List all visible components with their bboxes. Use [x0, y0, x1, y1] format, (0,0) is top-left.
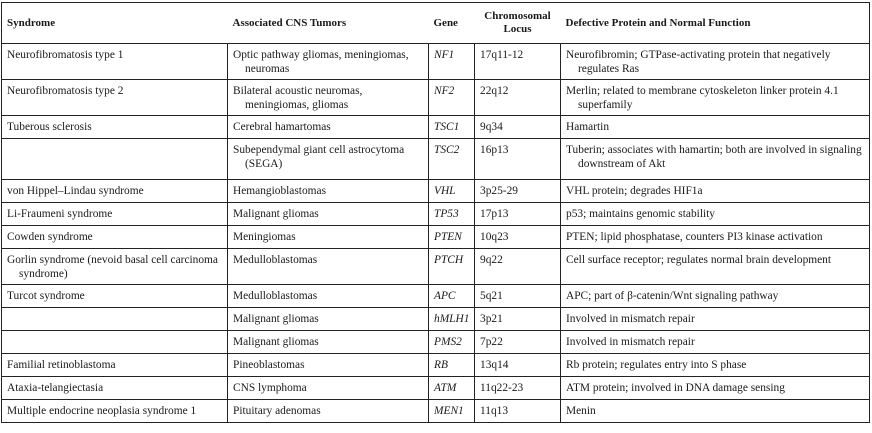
cell-tumors: Optic pathway gliomas, meningiomas, neuromas — [228, 44, 429, 80]
cell-locus: 9q22 — [475, 249, 561, 285]
cell-tumors: Medulloblastomas — [228, 285, 429, 308]
cell-protein: p53; maintains genomic stability — [561, 203, 870, 226]
cns-tumor-syndromes-table — [1, 2, 870, 423]
table-container — [1, 2, 869, 423]
cell-protein: APC; part of β-catenin/Wnt signaling pathway — [561, 285, 870, 308]
cell-protein: Hamartin — [561, 116, 870, 139]
cell-syndrome: Neurofibromatosis type 1 — [2, 44, 228, 80]
cell-tumors: Malignant gliomas — [228, 203, 429, 226]
cell-locus: 17q11-12 — [475, 44, 561, 80]
cell-tumors: Malignant gliomas — [228, 308, 429, 331]
table-row — [2, 249, 870, 285]
header-row — [2, 3, 870, 44]
cell-locus: 3p25-29 — [475, 180, 561, 203]
cell-protein: Involved in mismatch repair — [561, 308, 870, 331]
cell-syndrome — [2, 139, 228, 180]
cell-locus: 3p21 — [475, 308, 561, 331]
cell-gene: TSC1 — [429, 116, 475, 139]
cell-syndrome — [2, 308, 228, 331]
cell-locus: 11q13 — [475, 400, 561, 423]
cell-syndrome: Multiple endocrine neoplasia syndrome 1 — [2, 400, 228, 423]
cell-gene: PTCH — [429, 249, 475, 285]
table-row — [2, 80, 870, 116]
table-row — [2, 116, 870, 139]
header-syndrome: Syndrome — [2, 3, 228, 44]
table-row — [2, 308, 870, 331]
cell-gene: TSC2 — [429, 139, 475, 180]
cell-locus: 11q22-23 — [475, 377, 561, 400]
cell-tumors: Pituitary adenomas — [228, 400, 429, 423]
cell-tumors: Cerebral hamartomas — [228, 116, 429, 139]
cell-protein: VHL protein; degrades HIF1a — [561, 180, 870, 203]
cell-tumors: Subependymal giant cell astrocytoma (SEGA) — [228, 139, 429, 180]
cell-locus: 7p22 — [475, 331, 561, 354]
cell-tumors: Hemangioblastomas — [228, 180, 429, 203]
table-row — [2, 226, 870, 249]
cell-syndrome: Cowden syndrome — [2, 226, 228, 249]
cell-locus: 17p13 — [475, 203, 561, 226]
cell-syndrome: Tuberous sclerosis — [2, 116, 228, 139]
cell-locus: 10q23 — [475, 226, 561, 249]
cell-protein: Merlin; related to membrane cytoskeleton linker protein 4.1 superfamily — [561, 80, 870, 116]
cell-syndrome — [2, 331, 228, 354]
table-row — [2, 331, 870, 354]
cell-protein: Menin — [561, 400, 870, 423]
cell-syndrome: Ataxia-telangiectasia — [2, 377, 228, 400]
table-row — [2, 377, 870, 400]
cell-tumors: Meningiomas — [228, 226, 429, 249]
table-row — [2, 44, 870, 80]
cell-gene: hMLH1 — [429, 308, 475, 331]
cell-syndrome: Li-Fraumeni syndrome — [2, 203, 228, 226]
cell-protein: Rb protein; regulates entry into S phase — [561, 354, 870, 377]
table-row — [2, 203, 870, 226]
cell-syndrome: Neurofibromatosis type 2 — [2, 80, 228, 116]
cell-protein: PTEN; lipid phosphatase, counters PI3 kinase activation — [561, 226, 870, 249]
header-locus: Chromosomal Locus — [475, 3, 561, 44]
header-protein: Defective Protein and Normal Function — [561, 3, 870, 44]
cell-locus: 9q34 — [475, 116, 561, 139]
cell-tumors: Medulloblastomas — [228, 249, 429, 285]
cell-gene: APC — [429, 285, 475, 308]
cell-gene: VHL — [429, 180, 475, 203]
cell-locus: 16p13 — [475, 139, 561, 180]
cell-syndrome: Familial retinoblastoma — [2, 354, 228, 377]
table-row — [2, 285, 870, 308]
cell-locus: 13q14 — [475, 354, 561, 377]
header-gene: Gene — [429, 3, 475, 44]
cell-gene: PMS2 — [429, 331, 475, 354]
cell-syndrome: Gorlin syndrome (nevoid basal cell carcinoma syndrome) — [2, 249, 228, 285]
cell-gene: NF1 — [429, 44, 475, 80]
cell-syndrome: Turcot syndrome — [2, 285, 228, 308]
cell-syndrome: von Hippel–Lindau syndrome — [2, 180, 228, 203]
cell-tumors: Malignant gliomas — [228, 331, 429, 354]
table-row — [2, 139, 870, 180]
cell-tumors: CNS lymphoma — [228, 377, 429, 400]
cell-tumors: Pineoblastomas — [228, 354, 429, 377]
cell-protein: Neurofibromin; GTPase-activating protein that negatively regulates Ras — [561, 44, 870, 80]
cell-gene: ATM — [429, 377, 475, 400]
cell-tumors: Bilateral acoustic neuromas, meningiomas, gliomas — [228, 80, 429, 116]
table-row — [2, 180, 870, 203]
cell-gene: TP53 — [429, 203, 475, 226]
cell-gene: NF2 — [429, 80, 475, 116]
cell-protein: ATM protein; involved in DNA damage sensing — [561, 377, 870, 400]
table-row — [2, 400, 870, 423]
cell-locus: 22q12 — [475, 80, 561, 116]
cell-protein: Cell surface receptor; regulates normal brain development — [561, 249, 870, 285]
cell-locus: 5q21 — [475, 285, 561, 308]
cell-protein: Tuberin; associates with hamartin; both are involved in signaling downstream of Akt — [561, 139, 870, 180]
header-tumors: Associated CNS Tumors — [228, 3, 429, 44]
table-row — [2, 354, 870, 377]
cell-protein: Involved in mismatch repair — [561, 331, 870, 354]
cell-gene: RB — [429, 354, 475, 377]
cell-gene: PTEN — [429, 226, 475, 249]
cell-gene: MEN1 — [429, 400, 475, 423]
